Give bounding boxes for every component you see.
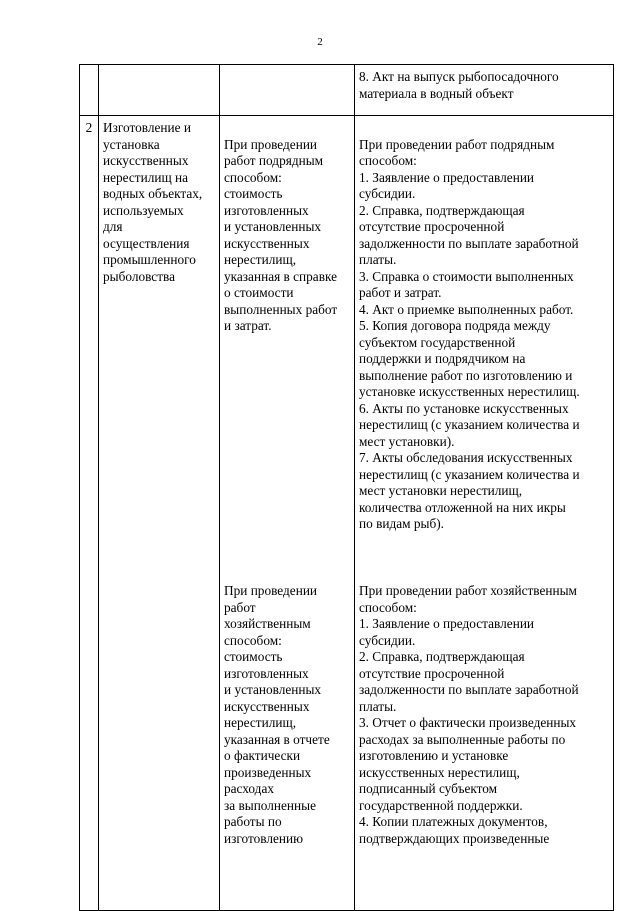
row-number-cell: [80, 65, 99, 116]
table-row: [80, 116, 614, 911]
row-number-cell: 2: [80, 116, 99, 911]
cost-cell: [220, 116, 355, 911]
documents-cell: [355, 116, 614, 911]
page-number: 2: [317, 36, 323, 48]
documents-cell: 8. Акт на выпуск рыбопосадочного материала в водный объект: [355, 65, 614, 116]
subsidy-documents-table: [79, 64, 614, 911]
activity-name-cell: [99, 65, 220, 116]
documents-own-text: При проведении работ хозяйственным способом: 1. Заявление о предоставлении субсидии. 2. Справка, подтверждающая отсутствие просроченной задолженности по выплате заработной платы. 3. Отчет о фактически произведенных расходах за выполненные работы по изготовлению и установке искусственных нерестилищ, подписанный субъектом государственной поддержки. 4. Копии платежных документов, подтверждающих произведенные: [359, 583, 579, 846]
cost-own-text: При проведении работ хозяйственным способом: стоимость изготовленных и установленных искусственных нерестилищ, указанная в отчете о фактически произведенных расходах за выполненные работы по изготовлению: [224, 583, 330, 846]
documents-contract-text: При проведении работ подрядным способом: 1. Заявление о предоставлении субсидии. 2. Справка, подтверждающая отсутствие просроченной задолженности по выплате заработной платы. 3. Справка о стоимости выполненных работ и затрат. 4. Акт о приемке выполненных работ. 5. Копия договора подряда между субъектом государственной поддержки и подрядчиком на выполнение работ по изготовлению и установке искусственных нерестилищ. 6. Акты по установке искусственных нерестилищ (с указанием количества и мест установки). 7. Акты обследования искусственных нерестилищ (с указанием количества и мест установки нерестилищ, количества отложенной на них икры по видам рыб).: [359, 136, 580, 531]
table-row: [80, 65, 614, 116]
cost-contract-text: При проведении работ подрядным способом: стоимость изготовленных и установленных искусственных нерестилищ, указанная в справке о стоимости выполненных работ и затрат.: [224, 136, 338, 333]
cost-cell: [220, 65, 355, 116]
activity-name-cell: Изготовление и установка искусственных нерестилищ на водных объектах, используемых для осуществления промышленного рыболовства: [99, 116, 220, 911]
